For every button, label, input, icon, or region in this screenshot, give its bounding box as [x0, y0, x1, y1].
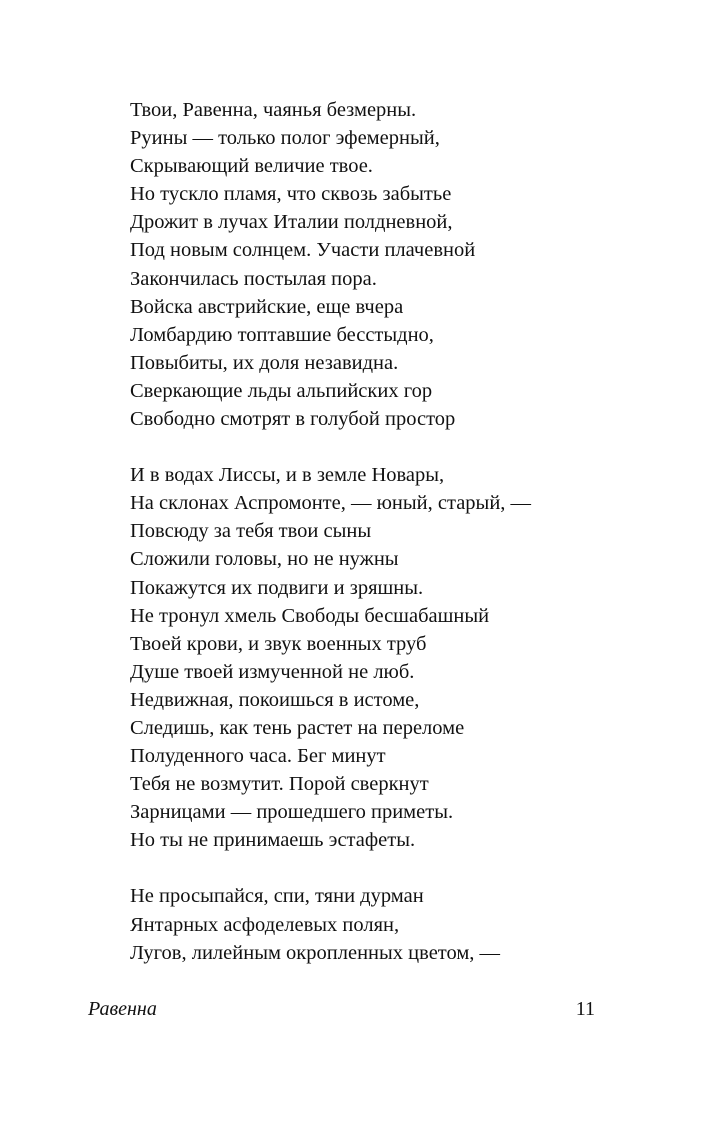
poem-line: Скрывающий величие твое. [130, 155, 373, 178]
stanza-3 [130, 882, 630, 966]
poem-line: Недвижная, покоишься в истоме, [130, 688, 420, 711]
stanza-2 [130, 461, 630, 854]
poem-line: Руины — только полог эфемерный, [130, 127, 440, 150]
page-footer [88, 998, 595, 1028]
poem-line: Лугов, лилейным окропленных цветом, — [130, 941, 501, 964]
poem-line: Повыбиты, их доля незавидна. [130, 351, 399, 374]
poem-line: И в водах Лиссы, и в земле Новары, [130, 464, 445, 487]
poem-line: Покажутся их подвиги и зряшны. [130, 576, 424, 599]
poem-text [130, 96, 630, 967]
poem-line: Душе твоей измученной не люб. [130, 660, 415, 683]
poem-line: Войска австрийские, еще вчера [130, 295, 404, 318]
poem-line: Твои, Равенна, чаянья безмерны. [130, 99, 417, 121]
poem-line: Тебя не возмутит. Порой сверкнут [130, 773, 429, 796]
poem-line: Зарницами — прошедшего приметы. [130, 801, 454, 824]
poem-line: Но тускло пламя, что сквозь забытье [130, 183, 452, 206]
poem-line: Твоей крови, и звук военных труб [130, 632, 427, 655]
poem-line: Янтарных асфоделевых полян, [130, 913, 400, 936]
poem-line: Но ты не принимаешь эстафеты. [130, 829, 416, 852]
poem-line: Следишь, как тень растет на переломе [130, 716, 465, 739]
poem-line: На склонах Аспромонте, — юный, старый, — [130, 492, 532, 515]
poem-line: Сложили головы, но не нужны [130, 548, 399, 571]
poem-line: Сверкающие льды альпийских гор [130, 379, 433, 402]
stanza-1 [130, 96, 630, 433]
poem-line: Не тронул хмель Свободы бесшабашный [130, 604, 490, 627]
poem-line: Под новым солнцем. Участи плачевной [130, 239, 476, 262]
poem-line: Закончилась постылая пора. [130, 267, 377, 290]
poem-line: Ломбардию топтавшие бесстыдно, [130, 323, 434, 346]
page-number: 11 [575, 998, 595, 1020]
poem-line: Повсюду за тебя твои сыны [130, 520, 372, 543]
poem-line: Дрожит в лучах Италии полдневной, [130, 211, 453, 234]
poem-line: Свободно смотрят в голубой простор [130, 408, 456, 431]
running-title: Равенна [88, 998, 157, 1020]
poem-line: Полуденного часа. Бег минут [130, 745, 386, 768]
poem-line: Не просыпайся, спи, тяни дурман [130, 885, 424, 908]
